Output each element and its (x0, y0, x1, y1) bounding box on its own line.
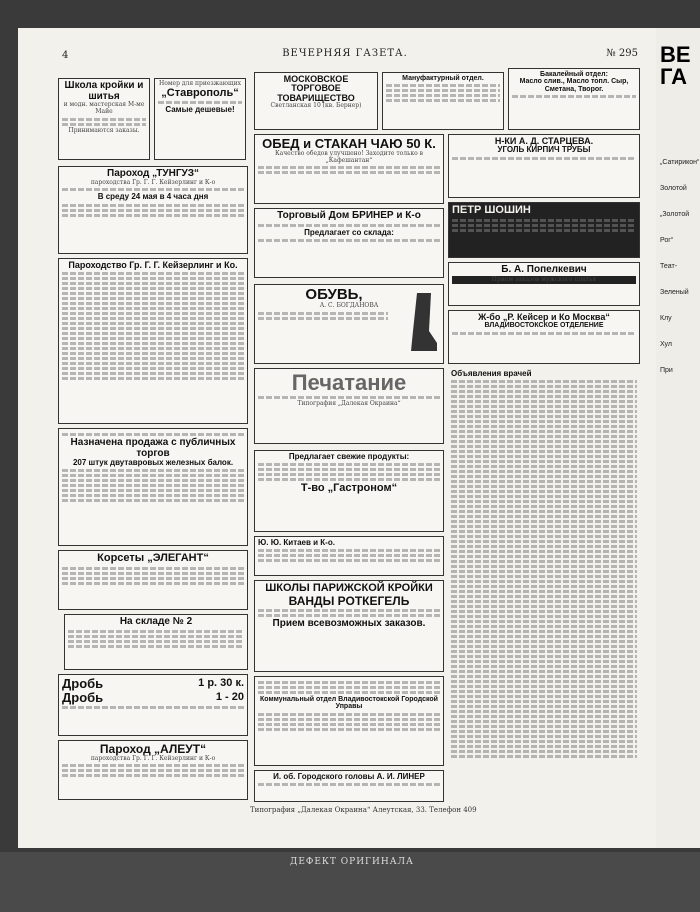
ad-title: Корсеты „ЭЛЕГАНТ“ (97, 552, 209, 564)
newspaper-title: ВЕЧЕРНЯЯ ГАЗЕТА. (282, 48, 408, 59)
ad-subtitle: пароходства Гр. Г. Г. Кейзерлинг и К-о (90, 178, 216, 186)
next-page-item: Теат- (660, 263, 678, 270)
ad-shoshin (448, 202, 640, 258)
next-page-item: „Сатирикон“ (660, 159, 700, 166)
ad-subtitle: и модн. мастерская М-ме Майе (63, 101, 145, 115)
ad-note: Самые дешевые! (165, 105, 235, 115)
ad-title: ШКОЛЫ ПАРИЖСКОЙ КРОЙКИ (265, 582, 433, 594)
ad-title: На складе № 2 (119, 616, 193, 627)
ad-subtitle: Т-во „Гастроном“ (300, 482, 398, 495)
next-page-title: ВЕ ГА (660, 42, 691, 89)
next-page-item: „Золотой Рог“ (660, 211, 690, 244)
ad-title: И. об. Городского головы А. И. ЛИНЕР (273, 772, 425, 781)
ad-title: Бакалейный отдел: (540, 71, 608, 78)
ad-paris-school (254, 580, 444, 672)
ad-sewing-school (58, 78, 150, 160)
ad-kejser (448, 310, 640, 364)
ad-bakery (508, 68, 640, 130)
ad-title: Пароходство Гр. Г. Г. Кейзерлинг и Ко. (68, 260, 238, 270)
ad-tungus-steamer (58, 166, 248, 254)
ad-subtitle: ВАНДЫ РОТКЕГЕЛЬ (288, 593, 410, 608)
ad-subtitle: Типография „Далекая Окраина“ (297, 400, 401, 408)
ad-corsets (58, 550, 248, 610)
ad-title: Ж-бо „Р. Кейсер и Ко Москва“ (478, 312, 610, 322)
ad-note: Принимаются заказы. (68, 126, 140, 134)
ad-title: Назначена продажа с публичных торгов (70, 437, 236, 459)
ad-title: Б. А. Попелкевич (501, 264, 587, 275)
ad-starceva (448, 134, 640, 198)
ad-utility-dept (254, 676, 444, 766)
next-page-item: Золотой (660, 185, 687, 192)
section-title: Объявления врачей (451, 369, 532, 378)
ad-linker (254, 770, 444, 802)
ad-subtitle: УГОЛЬ КИРПИЧ ТРУБЫ (497, 145, 591, 155)
ad-title-2: Дробь (62, 689, 104, 705)
ad-products (254, 450, 444, 532)
ad-title: Коммунальный отдел Владивостокской Городской Управы (260, 696, 438, 711)
next-page-item: Зеленый (660, 289, 689, 296)
ad-title: Ю. Ю. Китаев и К-о. (258, 538, 335, 547)
price-2: 1 - 20 (215, 690, 244, 703)
ad-warehouse (64, 614, 248, 670)
ad-title: Н-КИ А. Д. СТАРЦЕВА. (494, 136, 594, 146)
ad-subtitle: пароходства Гр. Г. Г. Кейзерлинг и К-о (90, 754, 216, 762)
ad-shoes (254, 284, 444, 364)
page-header (52, 44, 638, 60)
boot-illustration (407, 291, 439, 353)
ad-title: „Ставрополь“ (161, 86, 239, 99)
ad-tailor (448, 262, 640, 306)
ad-lunch (254, 134, 444, 204)
page-number: 4 (62, 50, 69, 61)
ad-title: Торговый Дом БРИНЕР и К-о (277, 210, 421, 221)
ad-kitaev (254, 536, 444, 576)
ad-aleut-steamer (58, 740, 248, 800)
ad-note: В среду 24 мая в 4 часа дня (97, 192, 209, 202)
ad-title: Предлагает свежие продукты: (288, 452, 410, 461)
ad-printing (254, 368, 444, 444)
page-footer: Типография „Далекая Окраина“ Алеутская, 33. Телефон 409 (250, 806, 477, 814)
ad-manufacture (382, 72, 504, 130)
ad-shot (58, 674, 248, 736)
ad-subtitle: Номер для приезжающих (159, 80, 241, 87)
ad-title: Пароход „ТУНГУЗ“ (107, 168, 199, 179)
ad-title: ОБУВЬ, (305, 286, 363, 303)
ad-kejzerling-company (58, 258, 248, 424)
ad-note: Прием всевозможных заказов. (272, 618, 426, 630)
defect-label: ДЕФЕКТ ОРИГИНАЛА (290, 857, 414, 867)
price-1: 1 р. 30 к. (198, 677, 244, 690)
ad-title: МОСКОВСКОЕ ТОРГОВОЕ ТОВАРИЩЕСТВО (277, 74, 355, 103)
ad-subtitle: А. С. БОГДАНОВА (319, 301, 379, 309)
ad-stavropol (154, 78, 246, 160)
ad-subtitle: Прием заказов мужского платья (452, 276, 636, 285)
ad-title: ОБЕД и СТАКАН ЧАЮ 50 К. (262, 136, 436, 151)
ad-title: Мануфактурный отдел. (402, 75, 484, 82)
next-page-item: Клу (660, 315, 672, 322)
ad-title: Печатание (291, 370, 407, 395)
ad-subtitle: 207 штук двутавровых железных балок. (72, 458, 234, 467)
ad-brinner (254, 208, 444, 278)
ad-subtitle: ВЛАДИВОСТОКСКОЕ ОТДЕЛЕНИЕ (484, 322, 604, 330)
doctors-listings (448, 368, 640, 802)
ad-subtitle: Светланская 10 (кв. Бернер) (270, 102, 362, 110)
ad-title: Школа кройки и шитья (64, 80, 144, 102)
ad-moscow-trade (254, 72, 378, 130)
next-page-item: При (660, 367, 673, 374)
next-page-items (660, 150, 700, 384)
ad-title: ПЕТР ШОШИН (452, 204, 531, 216)
ad-subtitle: Масло слив., Масло топл. Сыр, Сметана, Творог. (519, 78, 629, 93)
issue-number: № 295 (606, 48, 638, 59)
next-page-item: Хул (660, 341, 672, 348)
ad-auction (58, 428, 248, 546)
ad-subtitle: Предлагает со склада: (304, 227, 394, 237)
next-page-edge (660, 44, 700, 88)
ad-subtitle: Качество обедов улучшено! Заходите только в „Кафешантан“ (274, 149, 424, 164)
ad-title: Дробь (62, 676, 104, 691)
ad-title: Пароход „АЛЕУТ“ (99, 742, 207, 756)
